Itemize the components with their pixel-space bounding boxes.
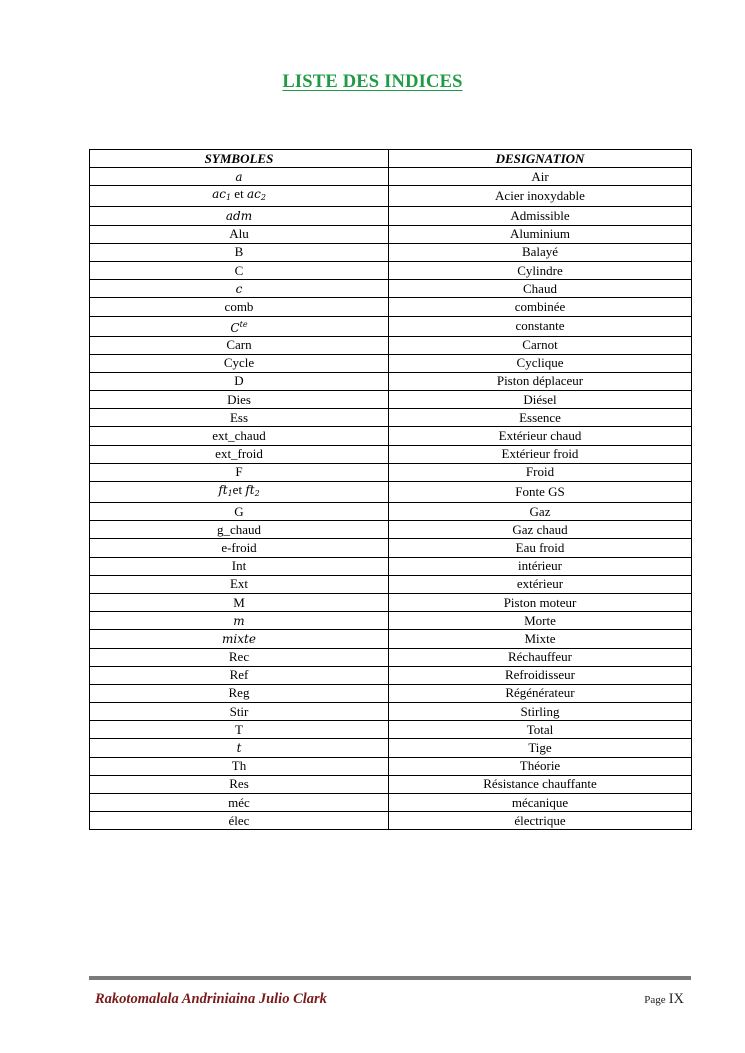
table-row xyxy=(90,593,692,611)
page-number: IX xyxy=(668,991,684,1007)
designation-cell: Stirling xyxy=(389,703,692,721)
table-row xyxy=(90,630,692,648)
table-row xyxy=(90,612,692,630)
designation-cell: Admissible xyxy=(389,207,692,225)
page-label: Page xyxy=(644,994,666,1006)
symbol-cell: a xyxy=(90,168,389,186)
footer-page-number xyxy=(644,990,684,1008)
designation-cell: Extérieur chaud xyxy=(389,427,692,445)
table-row xyxy=(90,354,692,372)
footer-author: Rakotomalala Andriniaina Julio Clark xyxy=(95,991,327,1007)
table-row xyxy=(90,207,692,225)
indices-table xyxy=(89,149,692,830)
table-row xyxy=(90,757,692,775)
table-row xyxy=(90,684,692,702)
symbol-cell: g_chaud xyxy=(90,521,389,539)
designation-cell: Chaud xyxy=(389,280,692,298)
table-row xyxy=(90,243,692,261)
table-row xyxy=(90,703,692,721)
table-row xyxy=(90,280,692,298)
designation-cell: intérieur xyxy=(389,557,692,575)
symbol-cell: Alu xyxy=(90,225,389,243)
header-designation: DESIGNATION xyxy=(389,150,692,168)
symbol-cell: B xyxy=(90,243,389,261)
designation-cell: Aluminium xyxy=(389,225,692,243)
header-symboles: SYMBOLES xyxy=(90,150,389,168)
symbol-cell: t xyxy=(90,739,389,757)
designation-cell: Total xyxy=(389,721,692,739)
table-row xyxy=(90,409,692,427)
symbol-cell: G xyxy=(90,503,389,521)
symbol-cell: $C^{te}$ xyxy=(90,316,389,336)
table-row xyxy=(90,186,692,207)
symbol-cell: adm xyxy=(90,207,389,225)
table-row xyxy=(90,775,692,793)
table-row xyxy=(90,557,692,575)
table-row xyxy=(90,372,692,390)
symbol-cell: c xyxy=(90,280,389,298)
table-row xyxy=(90,225,692,243)
symbol-cell: méc xyxy=(90,794,389,812)
designation-cell: Mixte xyxy=(389,630,692,648)
symbol-cell: Int xyxy=(90,557,389,575)
designation-cell: Gaz xyxy=(389,503,692,521)
designation-cell: Tige xyxy=(389,739,692,757)
designation-cell: Air xyxy=(389,168,692,186)
table-row xyxy=(90,316,692,336)
symbol-cell: D xyxy=(90,372,389,390)
symbol-cell: F xyxy=(90,463,389,481)
designation-cell: Cylindre xyxy=(389,261,692,279)
table-row xyxy=(90,391,692,409)
designation-cell: Théorie xyxy=(389,757,692,775)
table-row xyxy=(90,445,692,463)
symbol-cell: Rec xyxy=(90,648,389,666)
symbol-cell: e-froid xyxy=(90,539,389,557)
symbol-cell: Ext xyxy=(90,575,389,593)
table-row xyxy=(90,666,692,684)
designation-cell: Acier inoxydable xyxy=(389,186,692,207)
symbol-cell: élec xyxy=(90,812,389,830)
symbol-cell: M xyxy=(90,593,389,611)
table-header-row xyxy=(90,150,692,168)
table-row xyxy=(90,812,692,830)
designation-cell: Résistance chauffante xyxy=(389,775,692,793)
table-row xyxy=(90,721,692,739)
table-row xyxy=(90,539,692,557)
symbol-cell: m xyxy=(90,612,389,630)
table-row xyxy=(90,521,692,539)
designation-cell: Piston déplaceur xyxy=(389,372,692,390)
page-title: LISTE DES INDICES xyxy=(282,72,463,92)
designation-cell: Refroidisseur xyxy=(389,666,692,684)
designation-cell: Froid xyxy=(389,463,692,481)
table-row xyxy=(90,463,692,481)
symbol-cell: comb xyxy=(90,298,389,316)
table-row xyxy=(90,298,692,316)
designation-cell: combinée xyxy=(389,298,692,316)
designation-cell: mécanique xyxy=(389,794,692,812)
symbol-cell: Stir xyxy=(90,703,389,721)
designation-cell: Piston moteur xyxy=(389,593,692,611)
table-row xyxy=(90,336,692,354)
symbol-cell: C xyxy=(90,261,389,279)
designation-cell: Cyclique xyxy=(389,354,692,372)
table-row xyxy=(90,739,692,757)
symbol-cell: Cycle xyxy=(90,354,389,372)
symbol-cell: ext_chaud xyxy=(90,427,389,445)
designation-cell: Balayé xyxy=(389,243,692,261)
designation-cell: Morte xyxy=(389,612,692,630)
designation-cell: Essence xyxy=(389,409,692,427)
symbol-cell: Carn xyxy=(90,336,389,354)
designation-cell: constante xyxy=(389,316,692,336)
designation-cell: Diésel xyxy=(389,391,692,409)
table-row xyxy=(90,575,692,593)
designation-cell: Fonte GS xyxy=(389,482,692,503)
table-row xyxy=(90,648,692,666)
table-row xyxy=(90,427,692,445)
symbol-cell: Ref xyxy=(90,666,389,684)
symbol-cell: mixte xyxy=(90,630,389,648)
designation-cell: électrique xyxy=(389,812,692,830)
symbol-cell: Res xyxy=(90,775,389,793)
designation-cell: Carnot xyxy=(389,336,692,354)
designation-cell: Eau froid xyxy=(389,539,692,557)
symbol-cell: Dies xyxy=(90,391,389,409)
table-row xyxy=(90,794,692,812)
designation-cell: Régénérateur xyxy=(389,684,692,702)
table-row xyxy=(90,503,692,521)
symbol-cell: Th xyxy=(90,757,389,775)
symbol-cell: Reg xyxy=(90,684,389,702)
symbol-cell: Ess xyxy=(90,409,389,427)
designation-cell: Extérieur froid xyxy=(389,445,692,463)
table-row xyxy=(90,482,692,503)
symbol-cell: $ft_1et$ $ft_2$ xyxy=(90,482,389,503)
table-row xyxy=(90,168,692,186)
table-row xyxy=(90,261,692,279)
symbol-cell: ext_froid xyxy=(90,445,389,463)
footer-divider xyxy=(89,976,691,980)
symbol-cell: T xyxy=(90,721,389,739)
designation-cell: Réchauffeur xyxy=(389,648,692,666)
designation-cell: Gaz chaud xyxy=(389,521,692,539)
symbol-cell: $ac_1$ et $ac_2$ xyxy=(90,186,389,207)
designation-cell: extérieur xyxy=(389,575,692,593)
